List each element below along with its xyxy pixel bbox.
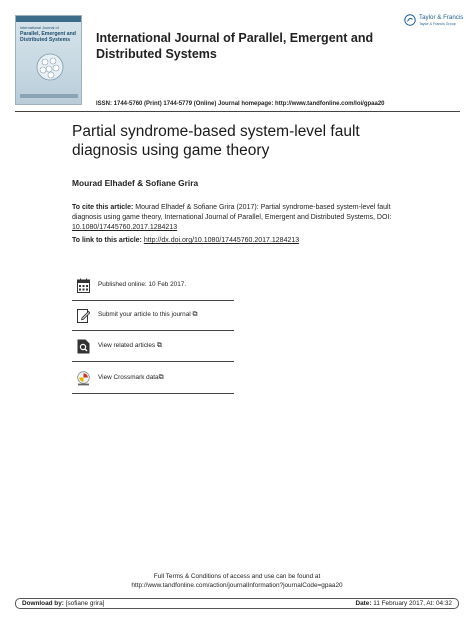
citation-block bbox=[72, 203, 402, 233]
download-date-label: Date: bbox=[355, 600, 372, 607]
related-articles-icon bbox=[77, 339, 90, 354]
cover-title-line1: Parallel, Emergent and bbox=[20, 31, 76, 37]
publisher-name: Taylor & Francis bbox=[419, 14, 464, 21]
cover-title-prefix: International Journal of bbox=[20, 26, 59, 30]
publisher-sub: Taylor & Francis Group bbox=[419, 22, 456, 26]
issn-line: ISSN: 1744-5760 (Print) 1744-5779 (Online) Journal homepage: http://www.tandfonline.com/loi/gpaa20 bbox=[96, 101, 385, 107]
terms-url-link[interactable]: http://www.tandfonline.com/action/journalInformation?journalCode=gpaa20 bbox=[131, 581, 343, 589]
journal-cover-image bbox=[15, 15, 82, 105]
citation-doi-link[interactable]: 10.1080/17445760.2017.1284213 bbox=[72, 224, 178, 231]
submit-article-row[interactable] bbox=[72, 302, 234, 331]
crossmark-label: View Crossmark data bbox=[98, 374, 159, 381]
publisher-logo[interactable] bbox=[404, 12, 468, 34]
download-date-value: 11 February 2017, At: 04:32 bbox=[373, 600, 452, 607]
link-label: To link to this article: bbox=[72, 237, 142, 244]
download-date bbox=[355, 600, 452, 607]
related-articles-label: View related articles bbox=[98, 342, 156, 349]
cover-footer-band bbox=[20, 94, 78, 98]
journal-title: International Journal of Parallel, Emergent and Distributed Systems bbox=[96, 31, 374, 61]
download-info-bar bbox=[15, 598, 459, 609]
citation-label: To cite this article: bbox=[72, 204, 134, 211]
publisher-logo-icon bbox=[404, 14, 416, 26]
article-title: Partial syndrome-based system-level fault diagnosis using game theory bbox=[72, 123, 360, 159]
terms-line: Full Terms & Conditions of access and use can be found at bbox=[153, 573, 321, 580]
related-articles-link[interactable] bbox=[98, 342, 162, 350]
cover-title-line2: Distributed Systems bbox=[20, 37, 71, 43]
submit-article-link[interactable] bbox=[98, 311, 198, 319]
link-block bbox=[72, 237, 299, 244]
published-row bbox=[72, 272, 234, 301]
external-link-icon: ⧉ bbox=[158, 374, 164, 381]
related-articles-row[interactable] bbox=[72, 333, 234, 362]
cover-top-bar bbox=[16, 16, 81, 22]
download-by-label: Download by: bbox=[22, 600, 64, 607]
article-doi-link[interactable]: http://dx.doi.org/10.1080/17445760.2017.1284213 bbox=[143, 237, 300, 244]
calendar-icon bbox=[77, 278, 90, 293]
article-authors: Mourad Elhadef & Sofiane Grira bbox=[72, 178, 199, 188]
edit-pencil-icon bbox=[77, 308, 90, 323]
published-date-text: Published online: 10 Feb 2017. bbox=[98, 281, 187, 288]
crossmark-icon bbox=[77, 371, 90, 386]
external-link-icon: ⧉ bbox=[192, 311, 198, 318]
download-by-value: [sofiane grira] bbox=[65, 600, 105, 607]
crossmark-row[interactable] bbox=[72, 365, 234, 394]
cover-title bbox=[20, 26, 80, 43]
crossmark-link[interactable] bbox=[98, 374, 164, 382]
downloaded-by bbox=[22, 600, 104, 607]
terms-footer bbox=[0, 573, 474, 590]
header-divider bbox=[15, 111, 460, 112]
external-link-icon: ⧉ bbox=[156, 342, 162, 349]
submit-article-label: Submit your article to this journal bbox=[98, 311, 191, 318]
citation-text: Mourad Elhadef & Sofiane Grira (2017): Partial syndrome-based system-level fault diagnosis using game theory, International Journal of Parallel, Emergent and Distributed Systems, DOI: bbox=[72, 204, 392, 221]
cover-sphere-graphic bbox=[35, 52, 65, 82]
